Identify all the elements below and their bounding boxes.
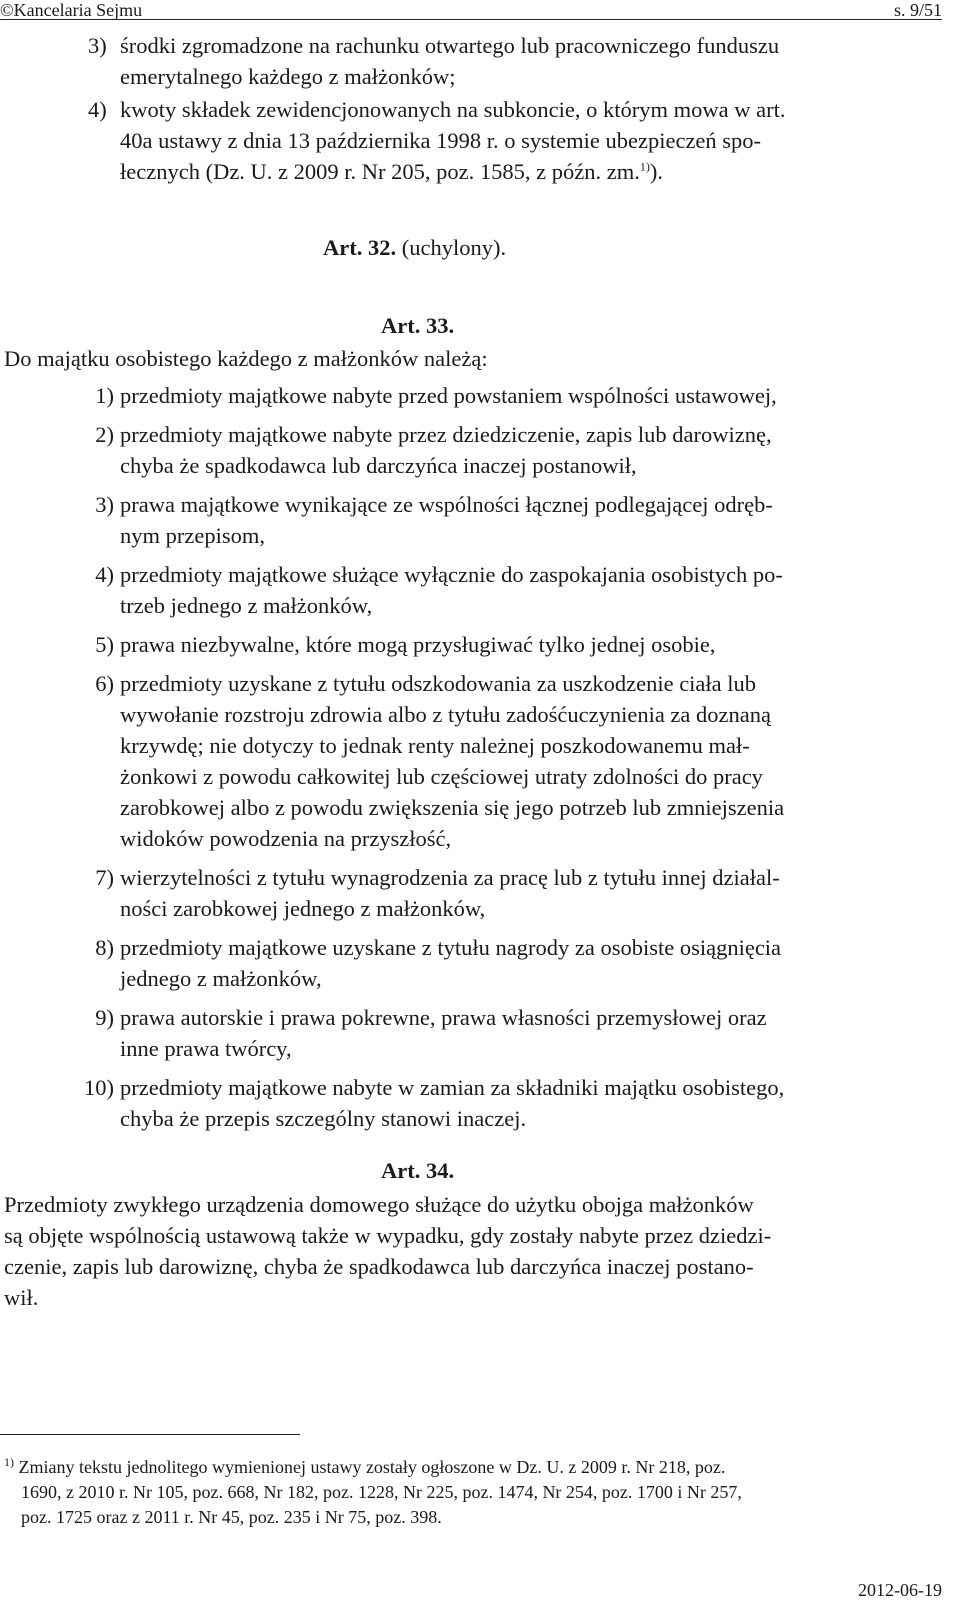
article-text-line: wił. [4, 1285, 39, 1310]
article-text-line: są objęte wspólnością ustawową także w wypadku, gdy zostały nabyte przez dziedzi- [4, 1223, 772, 1248]
item-text-line [120, 156, 663, 187]
item-text-line: przedmioty majątkowe uzyskane z tytułu nagrody za osobiste osiągnięcia [120, 935, 782, 960]
item-number: 4) [88, 97, 107, 122]
footnote-entry [4, 1455, 725, 1479]
page-number: s. 9/51 [893, 0, 942, 20]
article-title: Art. 34. [381, 1158, 455, 1183]
item-text-end: ). [649, 159, 663, 184]
item-text-line: 40a ustawy z dnia 13 października 1998 r. o systemie ubezpieczeń spo- [120, 128, 762, 153]
item-text-line: ności zarobkowej jednego z małżonków, [120, 896, 486, 921]
item-text-line: zarobkowej albo z powodu zwiększenia się jego potrzeb lub zmniejszenia [120, 795, 785, 820]
item-text-line: chyba że spadkodawca lub darczyńca inaczej postanowił, [120, 453, 637, 478]
item-text-line: prawa autorskie i prawa pokrewne, prawa własności przemysłowej oraz [120, 1005, 767, 1030]
article-text-line: czenie, zapis lub darowiznę, chyba że spadkodawca lub darczyńca inaczej postano- [4, 1254, 754, 1279]
item-number: 9) [95, 1005, 114, 1030]
header-rule [0, 19, 942, 20]
footnote-line: Zmiany tekstu jednolitego wymienionej ustawy zostały ogłoszone w Dz. U. z 2009 r. Nr 218, poz. [18, 1457, 726, 1477]
item-number: 3) [95, 492, 114, 517]
item-text-line: nym przepisom, [120, 523, 265, 548]
item-text-line: przedmioty majątkowe nabyte w zamian za składniki majątku osobistego, [120, 1075, 785, 1100]
item-text-line: jednego z małżonków, [120, 966, 322, 991]
item-text-line: inne prawa twórcy, [120, 1036, 292, 1061]
document-date: 2012-06-19 [858, 1580, 942, 1600]
item-number: 7) [95, 865, 114, 890]
item-text-line: środki zgromadzone na rachunku otwartego lub pracowniczego funduszu [120, 33, 780, 58]
item-text-line: przedmioty uzyskane z tytułu odszkodowania za uszkodzenie ciała lub [120, 671, 757, 696]
item-text-line: żonkowi z powodu całkowitej lub częściowej utraty zdolności do pracy [120, 764, 763, 789]
article-title: Art. 33. [381, 313, 455, 338]
item-text-line: przedmioty majątkowe służące wyłącznie do zaspokajania osobistych po- [120, 562, 783, 587]
footnote-marker: 1) [4, 1455, 14, 1469]
item-text-line: prawa majątkowe wynikające ze wspólności łącznej podlegającej odręb- [120, 492, 773, 517]
footnote-line: 1690, z 2010 r. Nr 105, poz. 668, Nr 182, poz. 1228, Nr 225, poz. 1474, Nr 254, poz. 1700 i Nr 257, [21, 1482, 742, 1502]
article-text: (uchylony). [401, 235, 507, 260]
header-source: ©Kancelaria Sejmu [0, 0, 143, 20]
item-text-line: chyba że przepis szczególny stanowi inaczej. [120, 1106, 527, 1131]
footnote-line: poz. 1725 oraz z 2011 r. Nr 45, poz. 235 i Nr 75, poz. 398. [21, 1507, 442, 1527]
item-text-line: widoków powodzenia na przyszłość, [120, 826, 452, 851]
item-text-line: przedmioty majątkowe nabyte przed powstaniem wspólności ustawowej, [120, 383, 777, 408]
item-text-line: prawa niezbywalne, które mogą przysługiwać tylko jednej osobie, [120, 632, 716, 657]
item-number: 4) [95, 562, 114, 587]
item-text-line: wierzytelności z tytułu wynagrodzenia za pracę lub z tytułu innej działal- [120, 865, 780, 890]
article-text-line: Przedmioty zwykłego urządzenia domowego służące do użytku obojga małżonków [4, 1192, 754, 1217]
item-text-line: krzywdę; nie dotyczy to jednak renty należnej poszkodowanemu mał- [120, 733, 750, 758]
item-text-line: wywołanie rozstroju zdrowia albo z tytułu zadośćuczynienia za doznaną [120, 702, 771, 727]
article-intro: Do majątku osobistego każdego z małżonków należą: [4, 346, 488, 371]
item-text-line: trzeb jednego z małżonków, [120, 593, 373, 618]
item-number: 6) [95, 671, 114, 696]
footnote-rule [0, 1434, 300, 1435]
item-text-line: kwoty składek zewidencjonowanych na subkoncie, o którym mowa w art. [120, 97, 786, 122]
item-number: 5) [95, 632, 114, 657]
item-number: 3) [88, 33, 107, 58]
item-text-line: przedmioty majątkowe nabyte przez dziedziczenie, zapis lub darowiznę, [120, 422, 772, 447]
item-number: 2) [95, 422, 114, 447]
footnote-ref[interactable]: 1) [639, 159, 650, 174]
item-number: 8) [95, 935, 114, 960]
article-title: Art. 32. [323, 235, 397, 260]
art-32-line [323, 232, 506, 263]
item-text: łecznych (Dz. U. z 2009 r. Nr 205, poz. 1585, z późn. zm. [120, 159, 640, 184]
item-number: 1) [95, 383, 114, 408]
item-number: 10) [84, 1075, 114, 1100]
item-text-line: emerytalnego każdego z małżonków; [120, 64, 456, 89]
